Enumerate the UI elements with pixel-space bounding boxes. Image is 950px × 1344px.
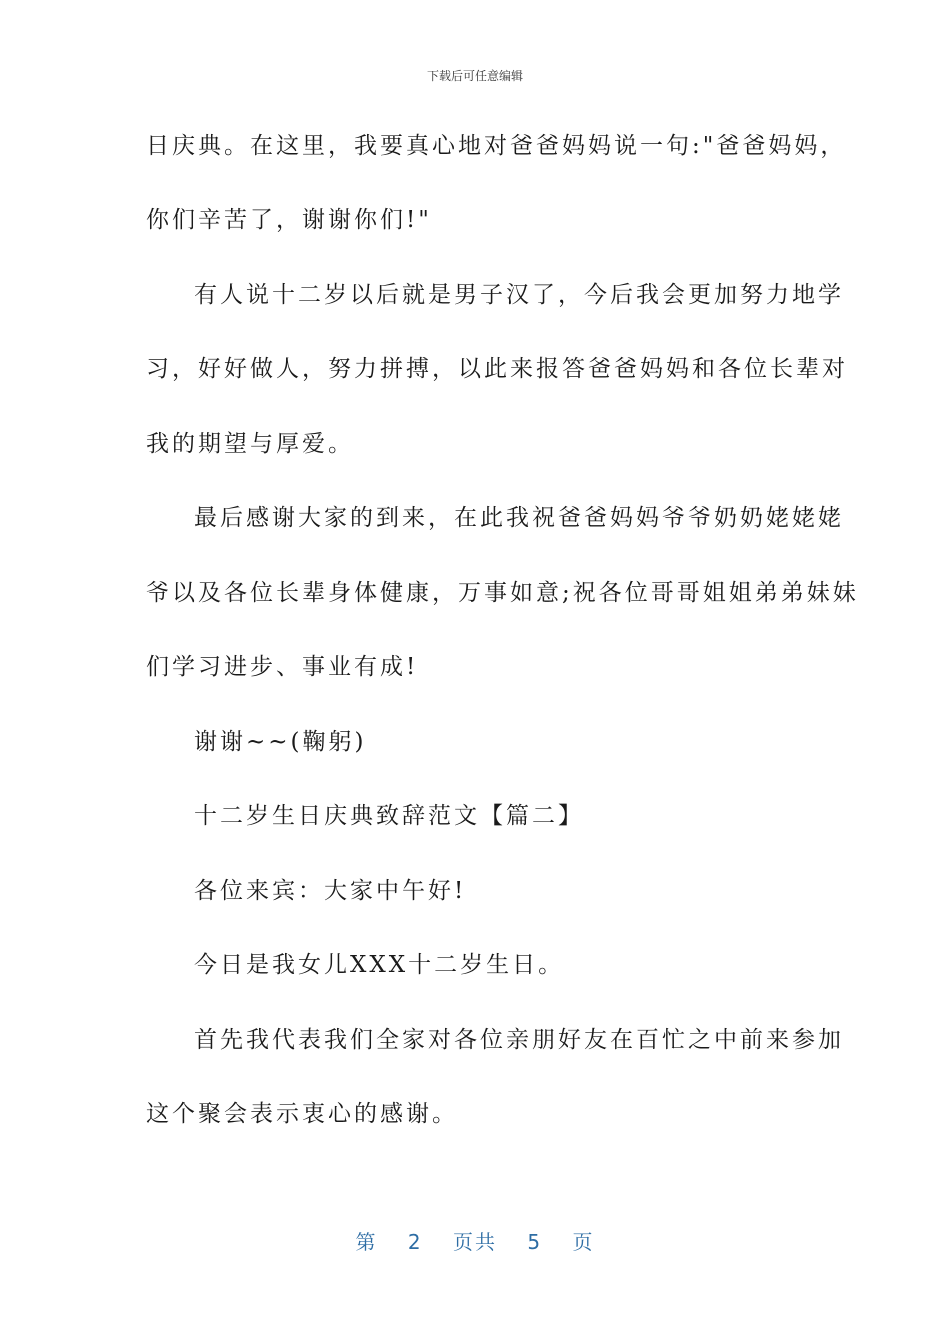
body-line: 习，好好做人，努力拼搏，以此来报答爸爸妈妈和各位长辈对 [146,356,848,382]
section-heading: 十二岁生日庆典致辞范文【篇二】 [194,803,584,829]
page-total: 5 [527,1230,543,1254]
body-line: 爷以及各位长辈身体健康，万事如意;祝各位哥哥姐姐弟弟妹妹 [146,580,859,606]
header-note: 下载后可任意编辑 [426,69,523,83]
page-current: 2 [407,1230,423,1254]
page-suffix: 页 [572,1230,595,1254]
body-line: 你们辛苦了，谢谢你们!" [146,207,432,233]
body-line: 我的期望与厚爱。 [146,431,354,457]
page-middle: 页共 [453,1230,497,1254]
body-line: 这个聚会表示衷心的感谢。 [146,1101,458,1127]
body-line: 有人说十二岁以后就是男子汉了，今后我会更加努力地学 [194,282,844,308]
body-line: 谢谢~~(鞠躬) [194,729,367,755]
body-line: 首先我代表我们全家对各位亲朋好友在百忙之中前来参加 [194,1027,844,1053]
page-number [0,1226,950,1255]
body-line: 今日是我女儿XXX十二岁生日。 [194,952,565,978]
body-line: 最后感谢大家的到来，在此我祝爸爸妈妈爷爷奶奶姥姥姥 [194,505,844,531]
body-line: 各位来宾：大家中午好! [194,878,467,904]
body-line: 们学习进步、事业有成! [146,654,419,680]
body-line: 日庆典。在这里，我要真心地对爸爸妈妈说一句:"爸爸妈妈， [146,133,847,159]
page-prefix: 第 [355,1230,378,1254]
